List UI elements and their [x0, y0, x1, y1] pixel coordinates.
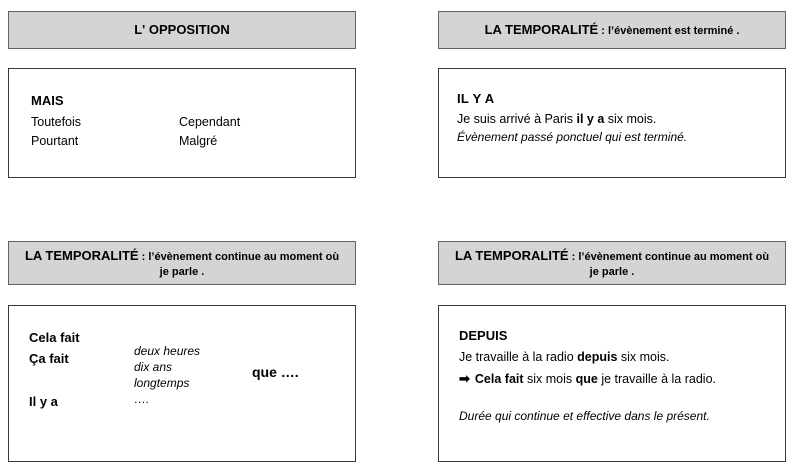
il-y-a-example-sentence: [457, 112, 785, 126]
depuis-header-title-text: LA TEMPORALITÉ: [454, 247, 569, 263]
cela-fait-header-title: [19, 247, 345, 280]
il-y-a-content: [439, 69, 785, 144]
il-y-a-example-before: Je suis arrivé à Paris: [457, 112, 577, 126]
cela-fait-que-column: [252, 364, 299, 382]
opposition-body-box: [8, 68, 356, 178]
depuis-example-highlight: depuis: [577, 350, 618, 364]
depuis-example-before: Je travaille à la radio: [459, 350, 578, 364]
depuis-equivalent-sentence: [459, 371, 785, 387]
depuis-content: [439, 306, 785, 423]
il-y-a-note: Évènement passé ponctuel qui est terminé.: [457, 130, 688, 144]
depuis-equivalent-after: je travaille à la radio.: [597, 372, 716, 386]
depuis-equivalent-highlight-1: Cela fait: [474, 372, 524, 386]
opposition-content: [9, 69, 355, 153]
cela-fait-keyword: Cela fait: [29, 330, 80, 345]
il-y-a-header-subtitle-text: : l’évènement est terminé .: [598, 25, 740, 38]
depuis-header-box: [438, 241, 786, 285]
cela-fait-header-box: [8, 241, 356, 285]
cela-fait-content: [9, 306, 355, 461]
cela-fait-keyword: Il y a: [29, 394, 58, 409]
opposition-word: Pourtant: [31, 134, 79, 148]
depuis-body-box: [438, 305, 786, 462]
depuis-example-after: six mois.: [617, 350, 670, 364]
cela-fait-body-box: [8, 305, 356, 462]
depuis-keyword: DEPUIS: [459, 328, 508, 343]
arrow-right-icon: ➡: [459, 371, 470, 386]
depuis-equivalent-middle: six mois: [523, 372, 576, 386]
cela-fait-duration-item: longtemps: [134, 376, 190, 390]
il-y-a-keyword: IL Y A: [457, 91, 495, 106]
il-y-a-body-box: [438, 68, 786, 178]
depuis-example-sentence: [459, 350, 785, 364]
cela-fait-duration-column: [134, 344, 200, 408]
il-y-a-header-title: [485, 21, 740, 39]
cela-fait-keyword-column: [29, 330, 80, 415]
depuis-equivalent-highlight-2: que: [575, 372, 598, 386]
opposition-header-box: [8, 11, 356, 49]
il-y-a-example-highlight: il y a: [576, 112, 605, 126]
opposition-word: Malgré: [179, 134, 218, 148]
opposition-header-title-text: L' OPPOSITION: [134, 22, 230, 38]
depuis-header-subtitle-text: : l’évènement continue au moment où je parle .: [568, 250, 770, 278]
cela-fait-header-subtitle-text: : l’évènement continue au moment où je parle .: [138, 250, 340, 278]
cela-fait-keyword: Ça fait: [29, 351, 69, 366]
cela-fait-duration-item: dix ans: [134, 360, 173, 374]
cela-fait-header-title-text: LA TEMPORALITÉ: [24, 247, 139, 263]
opposition-word: Toutefois: [31, 115, 82, 129]
il-y-a-header-box: [438, 11, 786, 49]
opposition-word-columns: [31, 115, 355, 153]
opposition-word: Cependant: [179, 115, 241, 129]
depuis-note: Durée qui continue et effective dans le présent.: [459, 409, 710, 423]
il-y-a-header-title-text: LA TEMPORALITÉ: [484, 22, 599, 38]
il-y-a-example-after: six mois.: [604, 112, 657, 126]
opposition-column-right: [179, 115, 319, 153]
depuis-header-title: [449, 247, 775, 280]
opposition-keyword: MAIS: [31, 93, 64, 108]
opposition-column-left: [31, 115, 179, 153]
cela-fait-duration-item: ….: [134, 392, 150, 406]
opposition-header-title: [134, 21, 230, 39]
cela-fait-duration-item: deux heures: [134, 344, 201, 358]
cela-fait-que-label: que ….: [252, 364, 299, 380]
